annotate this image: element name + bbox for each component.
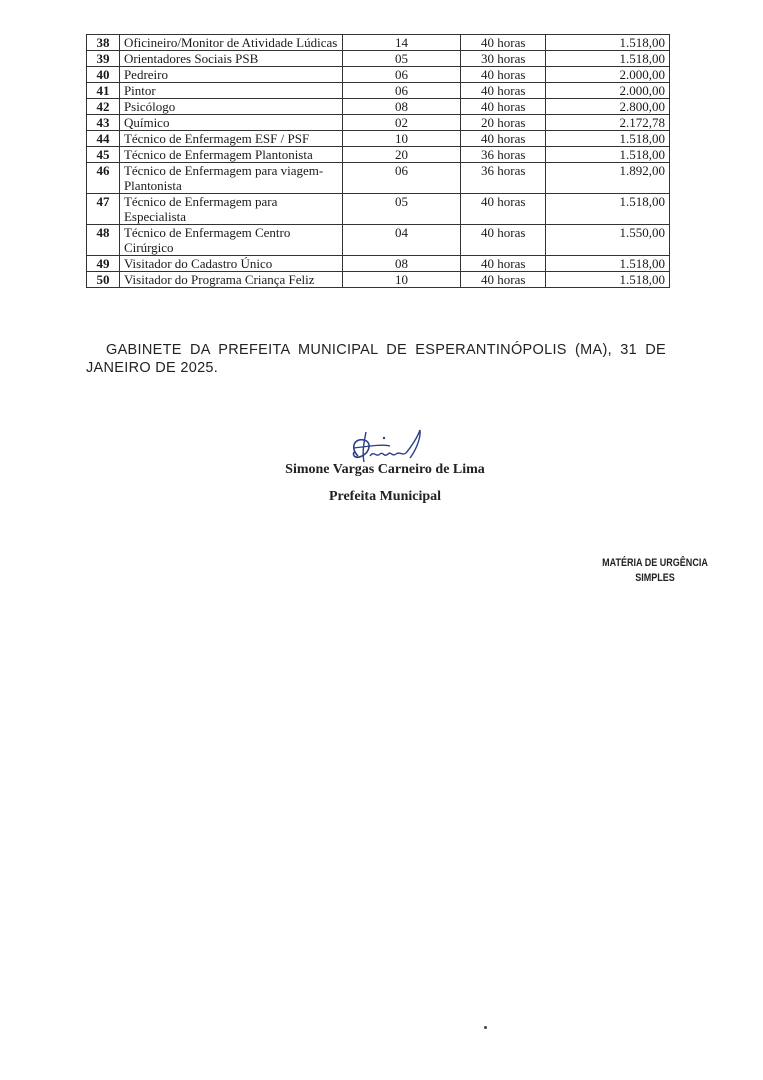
- workload: 40 horas: [461, 194, 546, 225]
- table-row: [87, 147, 670, 163]
- table-row: [87, 225, 670, 256]
- table-row: [87, 272, 670, 288]
- salary: 1.518,00: [546, 272, 670, 288]
- position-name: Técnico de Enfermagem para Especialista: [119, 194, 342, 225]
- positions-table: [86, 34, 670, 288]
- vacancies: 06: [342, 83, 461, 99]
- workload: 20 horas: [461, 115, 546, 131]
- vacancies: 10: [342, 272, 461, 288]
- position-name: Psicólogo: [119, 99, 342, 115]
- salary: 1.518,00: [546, 131, 670, 147]
- position-name: Oficineiro/Monitor de Atividade Lúdicas: [119, 35, 342, 51]
- vacancies: 06: [342, 67, 461, 83]
- row-number: 42: [87, 99, 120, 115]
- workload: 40 horas: [461, 131, 546, 147]
- vacancies: 08: [342, 256, 461, 272]
- position-name: Técnico de Enfermagem Centro Cirúrgico: [119, 225, 342, 256]
- salary: 1.518,00: [546, 256, 670, 272]
- vacancies: 04: [342, 225, 461, 256]
- row-number: 47: [87, 194, 120, 225]
- salary: 2.172,78: [546, 115, 670, 131]
- salary: 1.518,00: [546, 147, 670, 163]
- positions-table-body: [87, 35, 670, 288]
- salary: 1.892,00: [546, 163, 670, 194]
- position-name: Visitador do Programa Criança Feliz: [119, 272, 342, 288]
- scan-speck: [484, 1026, 487, 1029]
- salary: 2.000,00: [546, 83, 670, 99]
- workload: 40 horas: [461, 67, 546, 83]
- vacancies: 05: [342, 194, 461, 225]
- stamp-line-1: MATÉRIA DE URGÊNCIA: [602, 557, 708, 569]
- row-number: 46: [87, 163, 120, 194]
- table-row: [87, 194, 670, 225]
- urgency-stamp: [602, 556, 709, 586]
- row-number: 43: [87, 115, 120, 131]
- table-row: [87, 51, 670, 67]
- row-number: 44: [87, 131, 120, 147]
- row-number: 41: [87, 83, 120, 99]
- vacancies: 05: [342, 51, 461, 67]
- workload: 36 horas: [461, 147, 546, 163]
- table-row: [87, 163, 670, 194]
- row-number: 48: [87, 225, 120, 256]
- row-number: 40: [87, 67, 120, 83]
- salary: 1.518,00: [546, 51, 670, 67]
- row-number: 49: [87, 256, 120, 272]
- stamp-line-2: SIMPLES: [635, 572, 675, 584]
- vacancies: 10: [342, 131, 461, 147]
- vacancies: 14: [342, 35, 461, 51]
- position-name: Químico: [119, 115, 342, 131]
- table-row: [87, 256, 670, 272]
- position-name: Técnico de Enfermagem para viagem-Plantonista: [119, 163, 342, 194]
- workload: 30 horas: [461, 51, 546, 67]
- table-row: [87, 83, 670, 99]
- table-row: [87, 67, 670, 83]
- position-name: Pedreiro: [119, 67, 342, 83]
- workload: 40 horas: [461, 35, 546, 51]
- position-name: Visitador do Cadastro Único: [119, 256, 342, 272]
- row-number: 45: [87, 147, 120, 163]
- vacancies: 02: [342, 115, 461, 131]
- position-name: Técnico de Enfermagem ESF / PSF: [119, 131, 342, 147]
- workload: 40 horas: [461, 99, 546, 115]
- salary: 2.800,00: [546, 99, 670, 115]
- vacancies: 20: [342, 147, 461, 163]
- row-number: 39: [87, 51, 120, 67]
- position-name: Pintor: [119, 83, 342, 99]
- workload: 40 horas: [461, 256, 546, 272]
- salary: 1.518,00: [546, 194, 670, 225]
- table-row: [87, 99, 670, 115]
- salary: 2.000,00: [546, 67, 670, 83]
- workload: 36 horas: [461, 163, 546, 194]
- position-name: Técnico de Enfermagem Plantonista: [119, 147, 342, 163]
- closing-statement: GABINETE DA PREFEITA MUNICIPAL DE ESPERANTINÓPOLIS (MA), 31 DE JANEIRO DE 2025.: [86, 342, 666, 376]
- workload: 40 horas: [461, 83, 546, 99]
- table-row: [87, 35, 670, 51]
- salary: 1.518,00: [546, 35, 670, 51]
- salary: 1.550,00: [546, 225, 670, 256]
- signer-name: Simone Vargas Carneiro de Lima: [285, 462, 485, 477]
- workload: 40 horas: [461, 225, 546, 256]
- signer-role: Prefeita Municipal: [328, 489, 442, 504]
- table-row: [87, 115, 670, 131]
- workload: 40 horas: [461, 272, 546, 288]
- row-number: 38: [87, 35, 120, 51]
- table-row: [87, 131, 670, 147]
- vacancies: 08: [342, 99, 461, 115]
- row-number: 50: [87, 272, 120, 288]
- position-name: Orientadores Sociais PSB: [119, 51, 342, 67]
- vacancies: 06: [342, 163, 461, 194]
